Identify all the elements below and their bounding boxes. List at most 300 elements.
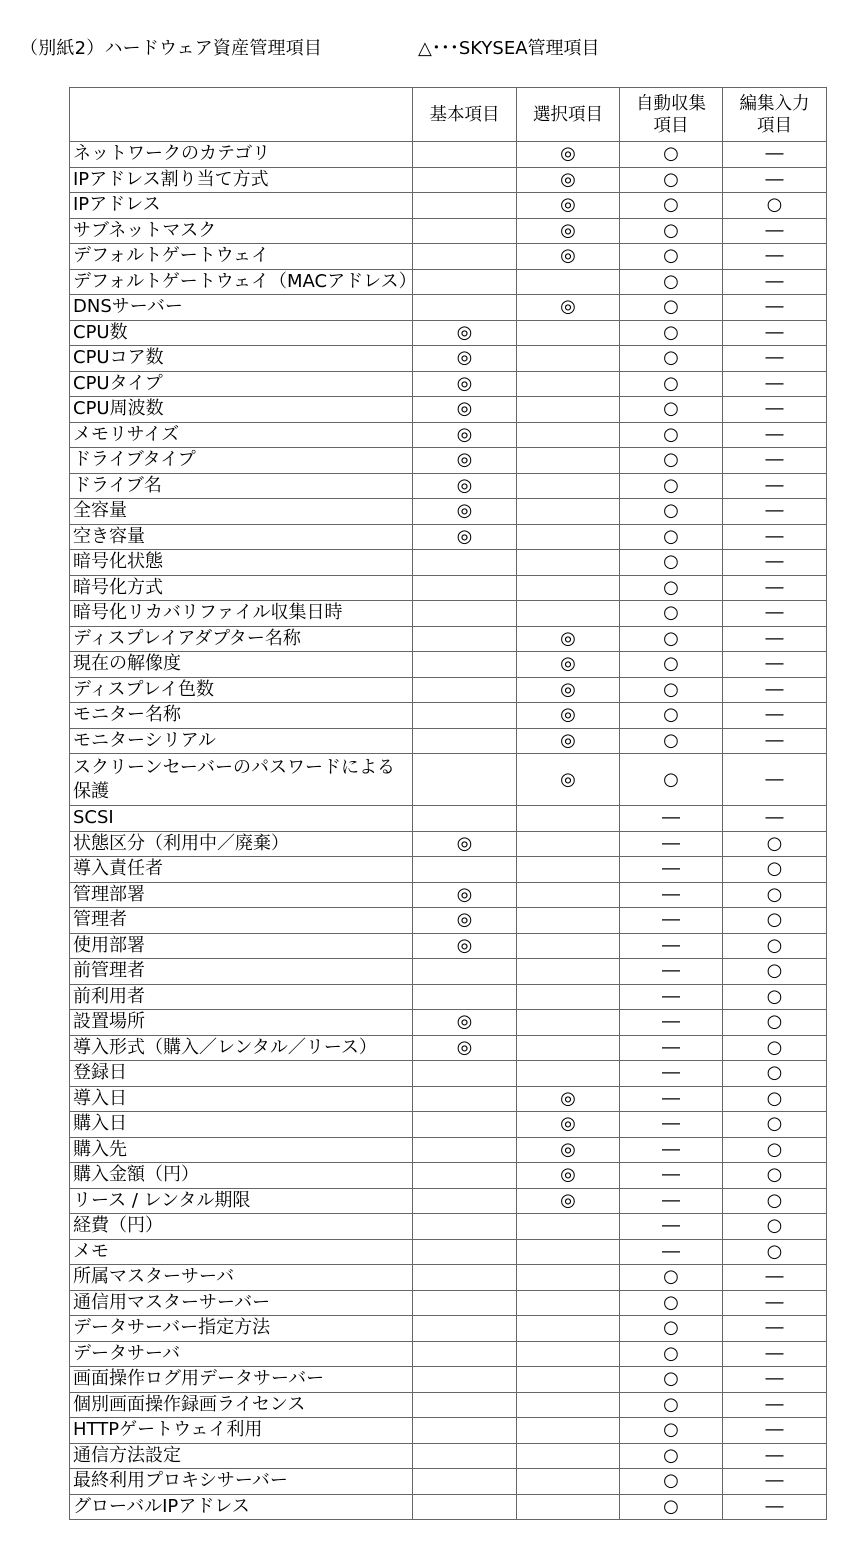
select-mark-cell: [517, 1443, 620, 1469]
auto-mark-cell: ―: [620, 1086, 723, 1112]
edit-mark-cell: ―: [723, 218, 827, 244]
select-mark-cell: ◎: [517, 218, 620, 244]
table-body: [70, 142, 827, 1520]
table-row: [70, 1469, 827, 1495]
table-row: [70, 320, 827, 346]
auto-mark-cell: ―: [620, 857, 723, 883]
table-row: [70, 626, 827, 652]
auto-mark-cell: ―: [620, 1035, 723, 1061]
auto-mark-cell: ○: [620, 575, 723, 601]
table-row: [70, 1290, 827, 1316]
auto-mark-cell: ○: [620, 1367, 723, 1393]
item-name-cell: CPUコア数: [70, 346, 413, 372]
table-row: [70, 1086, 827, 1112]
basic-mark-cell: [413, 1188, 517, 1214]
auto-mark-cell: ―: [620, 1239, 723, 1265]
table-row: [70, 346, 827, 372]
basic-mark-cell: [413, 728, 517, 754]
basic-mark-cell: ◎: [413, 1035, 517, 1061]
header-edit: 編集入力 項目: [723, 88, 827, 142]
select-mark-cell: ◎: [517, 728, 620, 754]
edit-mark-cell: ○: [723, 1010, 827, 1036]
table-row: [70, 1367, 827, 1393]
select-mark-cell: ◎: [517, 295, 620, 321]
item-name-cell: 前管理者: [70, 959, 413, 985]
select-mark-cell: ◎: [517, 1137, 620, 1163]
basic-mark-cell: [413, 1494, 517, 1520]
edit-mark-cell: ―: [723, 575, 827, 601]
basic-mark-cell: ◎: [413, 473, 517, 499]
item-name-cell: 全容量: [70, 499, 413, 525]
select-mark-cell: [517, 269, 620, 295]
basic-mark-cell: ◎: [413, 422, 517, 448]
edit-mark-cell: ―: [723, 677, 827, 703]
item-name-cell: 購入日: [70, 1112, 413, 1138]
auto-mark-cell: ○: [620, 218, 723, 244]
auto-mark-cell: ―: [620, 1163, 723, 1189]
item-name-cell: グローバルIPアドレス: [70, 1494, 413, 1520]
item-name-cell: ドライブ名: [70, 473, 413, 499]
auto-mark-cell: ○: [620, 754, 723, 806]
item-name-cell: 経費（円）: [70, 1214, 413, 1240]
select-mark-cell: ◎: [517, 1112, 620, 1138]
table-row: [70, 295, 827, 321]
edit-mark-cell: ○: [723, 959, 827, 985]
legend-note: △･･･SKYSEA管理項目: [418, 38, 600, 59]
select-mark-cell: [517, 448, 620, 474]
select-mark-cell: ◎: [517, 652, 620, 678]
item-name-cell: 現在の解像度: [70, 652, 413, 678]
basic-mark-cell: [413, 1112, 517, 1138]
table-row: [70, 908, 827, 934]
header-auto: 自動収集 項目: [620, 88, 723, 142]
header-select: 選択項目: [517, 88, 620, 142]
auto-mark-cell: ○: [620, 1443, 723, 1469]
item-name-cell: ディスプレイ色数: [70, 677, 413, 703]
item-name-cell: 暗号化状態: [70, 550, 413, 576]
auto-mark-cell: ○: [620, 244, 723, 270]
item-name-cell: スクリーンセーバーのパスワードによる保護: [70, 754, 413, 806]
edit-mark-cell: ―: [723, 167, 827, 193]
edit-mark-cell: ―: [723, 320, 827, 346]
basic-mark-cell: ◎: [413, 448, 517, 474]
table-row: [70, 575, 827, 601]
auto-mark-cell: ○: [620, 269, 723, 295]
edit-mark-cell: ―: [723, 397, 827, 423]
basic-mark-cell: [413, 218, 517, 244]
auto-mark-cell: ○: [620, 1392, 723, 1418]
select-mark-cell: [517, 524, 620, 550]
auto-mark-cell: ○: [620, 142, 723, 168]
edit-mark-cell: ○: [723, 1188, 827, 1214]
edit-mark-cell: ―: [723, 728, 827, 754]
table-row: [70, 1163, 827, 1189]
edit-mark-cell: ―: [723, 1316, 827, 1342]
edit-mark-cell: ―: [723, 371, 827, 397]
edit-mark-cell: ―: [723, 269, 827, 295]
auto-mark-cell: ○: [620, 1290, 723, 1316]
table-row: [70, 601, 827, 627]
basic-mark-cell: [413, 244, 517, 270]
basic-mark-cell: [413, 984, 517, 1010]
item-name-cell: 所属マスターサーバ: [70, 1265, 413, 1291]
auto-mark-cell: ○: [620, 1469, 723, 1495]
select-mark-cell: [517, 959, 620, 985]
table-row: [70, 984, 827, 1010]
item-name-cell: サブネットマスク: [70, 218, 413, 244]
auto-mark-cell: ○: [620, 550, 723, 576]
select-mark-cell: [517, 1392, 620, 1418]
edit-mark-cell: ○: [723, 882, 827, 908]
item-name-cell: 個別画面操作録画ライセンス: [70, 1392, 413, 1418]
item-name-cell: 設置場所: [70, 1010, 413, 1036]
edit-mark-cell: ―: [723, 1265, 827, 1291]
table-row: [70, 1010, 827, 1036]
select-mark-cell: [517, 575, 620, 601]
edit-mark-cell: ―: [723, 422, 827, 448]
select-mark-cell: [517, 346, 620, 372]
table-row: [70, 244, 827, 270]
select-mark-cell: ◎: [517, 1163, 620, 1189]
select-mark-cell: [517, 499, 620, 525]
item-name-cell: デフォルトゲートウェイ（MACアドレス）: [70, 269, 413, 295]
edit-mark-cell: ○: [723, 193, 827, 219]
select-mark-cell: [517, 857, 620, 883]
edit-mark-cell: ○: [723, 1061, 827, 1087]
select-mark-cell: ◎: [517, 1188, 620, 1214]
basic-mark-cell: [413, 1290, 517, 1316]
table-row: [70, 397, 827, 423]
table-row: [70, 882, 827, 908]
basic-mark-cell: [413, 1341, 517, 1367]
auto-mark-cell: ―: [620, 882, 723, 908]
edit-mark-cell: ―: [723, 244, 827, 270]
select-mark-cell: ◎: [517, 193, 620, 219]
basic-mark-cell: [413, 269, 517, 295]
item-name-cell: 暗号化方式: [70, 575, 413, 601]
edit-mark-cell: ―: [723, 550, 827, 576]
item-name-cell: 導入日: [70, 1086, 413, 1112]
select-mark-cell: [517, 1035, 620, 1061]
edit-mark-cell: ―: [723, 1392, 827, 1418]
item-name-cell: 暗号化リカバリファイル収集日時: [70, 601, 413, 627]
basic-mark-cell: [413, 1418, 517, 1444]
select-mark-cell: [517, 550, 620, 576]
select-mark-cell: [517, 397, 620, 423]
item-name-cell: 空き容量: [70, 524, 413, 550]
edit-mark-cell: ○: [723, 1239, 827, 1265]
select-mark-cell: [517, 1239, 620, 1265]
basic-mark-cell: [413, 193, 517, 219]
auto-mark-cell: ○: [620, 448, 723, 474]
auto-mark-cell: ―: [620, 933, 723, 959]
edit-mark-cell: ―: [723, 448, 827, 474]
item-name-cell: 最終利用プロキシサーバー: [70, 1469, 413, 1495]
edit-mark-cell: ○: [723, 908, 827, 934]
item-name-cell: 状態区分（利用中／廃棄）: [70, 831, 413, 857]
auto-mark-cell: ―: [620, 1010, 723, 1036]
edit-mark-cell: ―: [723, 1290, 827, 1316]
basic-mark-cell: ◎: [413, 320, 517, 346]
table-row: [70, 1035, 827, 1061]
basic-mark-cell: ◎: [413, 524, 517, 550]
auto-mark-cell: ○: [620, 728, 723, 754]
basic-mark-cell: ◎: [413, 371, 517, 397]
edit-mark-cell: ―: [723, 754, 827, 806]
edit-mark-cell: ○: [723, 933, 827, 959]
asset-items-table: [69, 87, 827, 1520]
select-mark-cell: [517, 601, 620, 627]
item-name-cell: 通信方法設定: [70, 1443, 413, 1469]
edit-mark-cell: ○: [723, 1112, 827, 1138]
header-basic: 基本項目: [413, 88, 517, 142]
basic-mark-cell: [413, 677, 517, 703]
table-row: [70, 703, 827, 729]
item-name-cell: メモ: [70, 1239, 413, 1265]
edit-mark-cell: ―: [723, 473, 827, 499]
basic-mark-cell: ◎: [413, 831, 517, 857]
auto-mark-cell: ○: [620, 1316, 723, 1342]
select-mark-cell: [517, 1290, 620, 1316]
select-mark-cell: [517, 831, 620, 857]
auto-mark-cell: ○: [620, 193, 723, 219]
item-name-cell: ネットワークのカテゴリ: [70, 142, 413, 168]
table-row: [70, 371, 827, 397]
auto-mark-cell: ○: [620, 167, 723, 193]
edit-mark-cell: ―: [723, 499, 827, 525]
table-row: [70, 142, 827, 168]
item-name-cell: SCSI: [70, 806, 413, 832]
table-row: [70, 499, 827, 525]
table-row: [70, 652, 827, 678]
auto-mark-cell: ―: [620, 1137, 723, 1163]
table-row: [70, 1112, 827, 1138]
edit-mark-cell: ―: [723, 703, 827, 729]
table-row: [70, 933, 827, 959]
auto-mark-cell: ○: [620, 1265, 723, 1291]
edit-mark-cell: ○: [723, 1214, 827, 1240]
select-mark-cell: [517, 371, 620, 397]
auto-mark-cell: ○: [620, 1418, 723, 1444]
select-mark-cell: [517, 984, 620, 1010]
basic-mark-cell: [413, 1086, 517, 1112]
select-mark-cell: [517, 1316, 620, 1342]
item-name-cell: 購入金額（円）: [70, 1163, 413, 1189]
item-name-cell: 購入先: [70, 1137, 413, 1163]
table-row: [70, 1214, 827, 1240]
auto-mark-cell: ―: [620, 1188, 723, 1214]
select-mark-cell: [517, 882, 620, 908]
basic-mark-cell: [413, 550, 517, 576]
table-row: [70, 1137, 827, 1163]
auto-mark-cell: ―: [620, 984, 723, 1010]
item-name-cell: データサーバ: [70, 1341, 413, 1367]
select-mark-cell: [517, 1061, 620, 1087]
edit-mark-cell: ―: [723, 1367, 827, 1393]
table-row: [70, 959, 827, 985]
auto-mark-cell: ○: [620, 320, 723, 346]
table-row: [70, 1341, 827, 1367]
select-mark-cell: ◎: [517, 703, 620, 729]
table-header-row: [70, 88, 827, 142]
item-name-cell: IPアドレス割り当て方式: [70, 167, 413, 193]
table-row: [70, 167, 827, 193]
basic-mark-cell: [413, 142, 517, 168]
edit-mark-cell: ○: [723, 857, 827, 883]
select-mark-cell: ◎: [517, 754, 620, 806]
edit-mark-cell: ―: [723, 295, 827, 321]
item-name-cell: デフォルトゲートウェイ: [70, 244, 413, 270]
auto-mark-cell: ○: [620, 371, 723, 397]
select-mark-cell: ◎: [517, 142, 620, 168]
table-row: [70, 524, 827, 550]
table-row: [70, 269, 827, 295]
table-row: [70, 1418, 827, 1444]
select-mark-cell: [517, 1469, 620, 1495]
item-name-cell: 前利用者: [70, 984, 413, 1010]
basic-mark-cell: [413, 703, 517, 729]
item-name-cell: 導入責任者: [70, 857, 413, 883]
table-row: [70, 448, 827, 474]
edit-mark-cell: ―: [723, 806, 827, 832]
select-mark-cell: ◎: [517, 626, 620, 652]
edit-mark-cell: ―: [723, 524, 827, 550]
table-row: [70, 1239, 827, 1265]
item-name-cell: メモリサイズ: [70, 422, 413, 448]
item-name-cell: CPUタイプ: [70, 371, 413, 397]
basic-mark-cell: [413, 806, 517, 832]
table-row: [70, 1188, 827, 1214]
edit-mark-cell: ○: [723, 1035, 827, 1061]
item-name-cell: IPアドレス: [70, 193, 413, 219]
item-name-cell: ドライブタイプ: [70, 448, 413, 474]
edit-mark-cell: ―: [723, 142, 827, 168]
item-name-cell: CPU周波数: [70, 397, 413, 423]
select-mark-cell: [517, 908, 620, 934]
select-mark-cell: [517, 1010, 620, 1036]
item-name-cell: HTTPゲートウェイ利用: [70, 1418, 413, 1444]
edit-mark-cell: ―: [723, 626, 827, 652]
basic-mark-cell: [413, 1392, 517, 1418]
select-mark-cell: ◎: [517, 167, 620, 193]
basic-mark-cell: ◎: [413, 908, 517, 934]
select-mark-cell: [517, 473, 620, 499]
select-mark-cell: [517, 1341, 620, 1367]
basic-mark-cell: [413, 652, 517, 678]
auto-mark-cell: ○: [620, 499, 723, 525]
basic-mark-cell: ◎: [413, 882, 517, 908]
edit-mark-cell: ○: [723, 1137, 827, 1163]
table-row: [70, 857, 827, 883]
basic-mark-cell: [413, 959, 517, 985]
select-mark-cell: [517, 1367, 620, 1393]
select-mark-cell: [517, 320, 620, 346]
auto-mark-cell: ―: [620, 908, 723, 934]
auto-mark-cell: ○: [620, 677, 723, 703]
table-row: [70, 550, 827, 576]
table-row: [70, 218, 827, 244]
select-mark-cell: [517, 1418, 620, 1444]
select-mark-cell: ◎: [517, 677, 620, 703]
item-name-cell: 画面操作ログ用データサーバー: [70, 1367, 413, 1393]
item-name-cell: 使用部署: [70, 933, 413, 959]
item-name-cell: 管理者: [70, 908, 413, 934]
auto-mark-cell: ○: [620, 626, 723, 652]
basic-mark-cell: ◎: [413, 397, 517, 423]
select-mark-cell: [517, 1265, 620, 1291]
edit-mark-cell: ―: [723, 601, 827, 627]
table-row: [70, 831, 827, 857]
table-row: [70, 1392, 827, 1418]
basic-mark-cell: [413, 601, 517, 627]
header-item-name: [70, 88, 413, 142]
select-mark-cell: [517, 806, 620, 832]
basic-mark-cell: [413, 1137, 517, 1163]
item-name-cell: リース / レンタル期限: [70, 1188, 413, 1214]
basic-mark-cell: [413, 1367, 517, 1393]
basic-mark-cell: [413, 295, 517, 321]
auto-mark-cell: ○: [620, 397, 723, 423]
table-row: [70, 728, 827, 754]
page-title: （別紙2）ハードウェア資産管理項目: [20, 38, 323, 59]
table-row: [70, 193, 827, 219]
basic-mark-cell: [413, 167, 517, 193]
select-mark-cell: ◎: [517, 1086, 620, 1112]
basic-mark-cell: [413, 1163, 517, 1189]
item-name-cell: モニターシリアル: [70, 728, 413, 754]
auto-mark-cell: ―: [620, 806, 723, 832]
auto-mark-cell: ―: [620, 1112, 723, 1138]
basic-mark-cell: [413, 1443, 517, 1469]
table-row: [70, 473, 827, 499]
basic-mark-cell: [413, 626, 517, 652]
basic-mark-cell: ◎: [413, 499, 517, 525]
auto-mark-cell: ―: [620, 1214, 723, 1240]
edit-mark-cell: ―: [723, 1341, 827, 1367]
select-mark-cell: [517, 1214, 620, 1240]
auto-mark-cell: ○: [620, 346, 723, 372]
edit-mark-cell: ―: [723, 652, 827, 678]
basic-mark-cell: [413, 1316, 517, 1342]
edit-mark-cell: ―: [723, 346, 827, 372]
table-row: [70, 806, 827, 832]
basic-mark-cell: [413, 1265, 517, 1291]
auto-mark-cell: ○: [620, 295, 723, 321]
item-name-cell: 管理部署: [70, 882, 413, 908]
edit-mark-cell: ―: [723, 1443, 827, 1469]
select-mark-cell: ◎: [517, 244, 620, 270]
edit-mark-cell: ―: [723, 1494, 827, 1520]
item-name-cell: 登録日: [70, 1061, 413, 1087]
edit-mark-cell: ○: [723, 984, 827, 1010]
table-row: [70, 677, 827, 703]
item-name-cell: データサーバー指定方法: [70, 1316, 413, 1342]
edit-mark-cell: ○: [723, 1086, 827, 1112]
basic-mark-cell: ◎: [413, 933, 517, 959]
auto-mark-cell: ○: [620, 1494, 723, 1520]
basic-mark-cell: [413, 1061, 517, 1087]
item-name-cell: DNSサーバー: [70, 295, 413, 321]
auto-mark-cell: ○: [620, 473, 723, 499]
edit-mark-cell: ―: [723, 1418, 827, 1444]
table-row: [70, 1443, 827, 1469]
basic-mark-cell: ◎: [413, 346, 517, 372]
basic-mark-cell: ◎: [413, 1010, 517, 1036]
auto-mark-cell: ―: [620, 831, 723, 857]
table-row: [70, 754, 827, 806]
item-name-cell: CPU数: [70, 320, 413, 346]
item-name-cell: ディスプレイアダプター名称: [70, 626, 413, 652]
